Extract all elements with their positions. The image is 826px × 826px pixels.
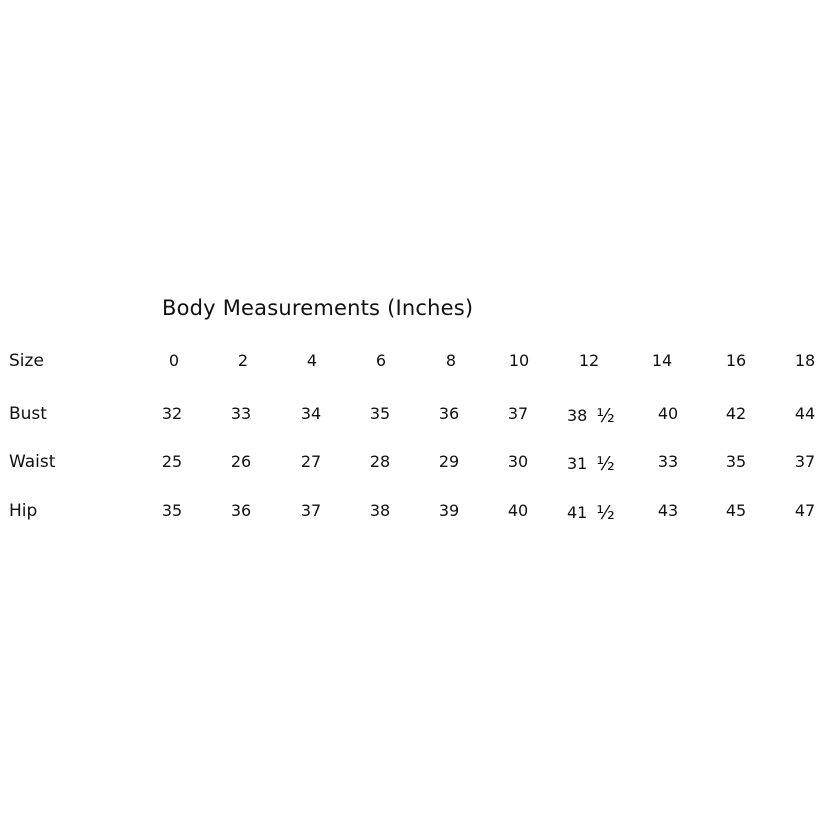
hip-cell-fractional	[567, 501, 615, 523]
bust-cell-whole: 38	[567, 406, 588, 425]
size-cell: 10	[508, 351, 530, 370]
row-label-size: Size	[9, 351, 44, 371]
bust-cell: 37	[507, 404, 529, 423]
size-cell: 2	[237, 351, 249, 370]
size-cell: 0	[168, 351, 180, 370]
measurements-title: Body Measurements (Inches)	[162, 296, 474, 320]
bust-cell: 40	[657, 404, 679, 423]
hip-cell: 43	[657, 501, 679, 520]
bust-cell: 44	[794, 404, 816, 423]
table-row-bust	[0, 404, 826, 434]
waist-cell: 28	[369, 452, 391, 471]
bust-cell: 32	[161, 404, 183, 423]
waist-cell: 33	[657, 452, 679, 471]
waist-cell-fractional	[567, 452, 615, 474]
row-label-hip: Hip	[9, 501, 38, 521]
size-cell: 14	[651, 351, 673, 370]
hip-cell: 35	[161, 501, 183, 520]
waist-cell: 37	[794, 452, 816, 471]
hip-cell: 45	[725, 501, 747, 520]
hip-cell: 39	[438, 501, 460, 520]
hip-cell: 40	[507, 501, 529, 520]
size-cell: 8	[445, 351, 457, 370]
hip-cell: 47	[794, 501, 816, 520]
waist-cell: 26	[230, 452, 252, 471]
bust-cell-fractional	[567, 404, 615, 426]
waist-cell: 27	[300, 452, 322, 471]
waist-cell: 29	[438, 452, 460, 471]
bust-cell: 42	[725, 404, 747, 423]
bust-cell-fraction: ½	[596, 405, 615, 427]
hip-cell: 36	[230, 501, 252, 520]
table-row-hip	[0, 501, 826, 531]
waist-cell: 35	[725, 452, 747, 471]
waist-cell: 30	[507, 452, 529, 471]
bust-cell: 36	[438, 404, 460, 423]
table-header-row	[0, 351, 826, 381]
size-cell: 4	[306, 351, 318, 370]
table-row-waist	[0, 452, 826, 482]
bust-cell: 34	[300, 404, 322, 423]
bust-cell: 35	[369, 404, 391, 423]
size-cell: 16	[725, 351, 747, 370]
waist-cell-fraction: ½	[596, 453, 615, 475]
size-cell: 18	[794, 351, 816, 370]
hip-cell: 38	[369, 501, 391, 520]
waist-cell: 25	[161, 452, 183, 471]
row-label-bust: Bust	[9, 404, 47, 424]
hip-cell: 37	[300, 501, 322, 520]
hip-cell-whole: 41	[567, 503, 588, 522]
bust-cell: 33	[230, 404, 252, 423]
hip-cell-fraction: ½	[596, 502, 615, 524]
waist-cell-whole: 31	[567, 454, 588, 473]
size-cell: 12	[578, 351, 600, 370]
row-label-waist: Waist	[9, 452, 56, 472]
size-cell: 6	[375, 351, 387, 370]
